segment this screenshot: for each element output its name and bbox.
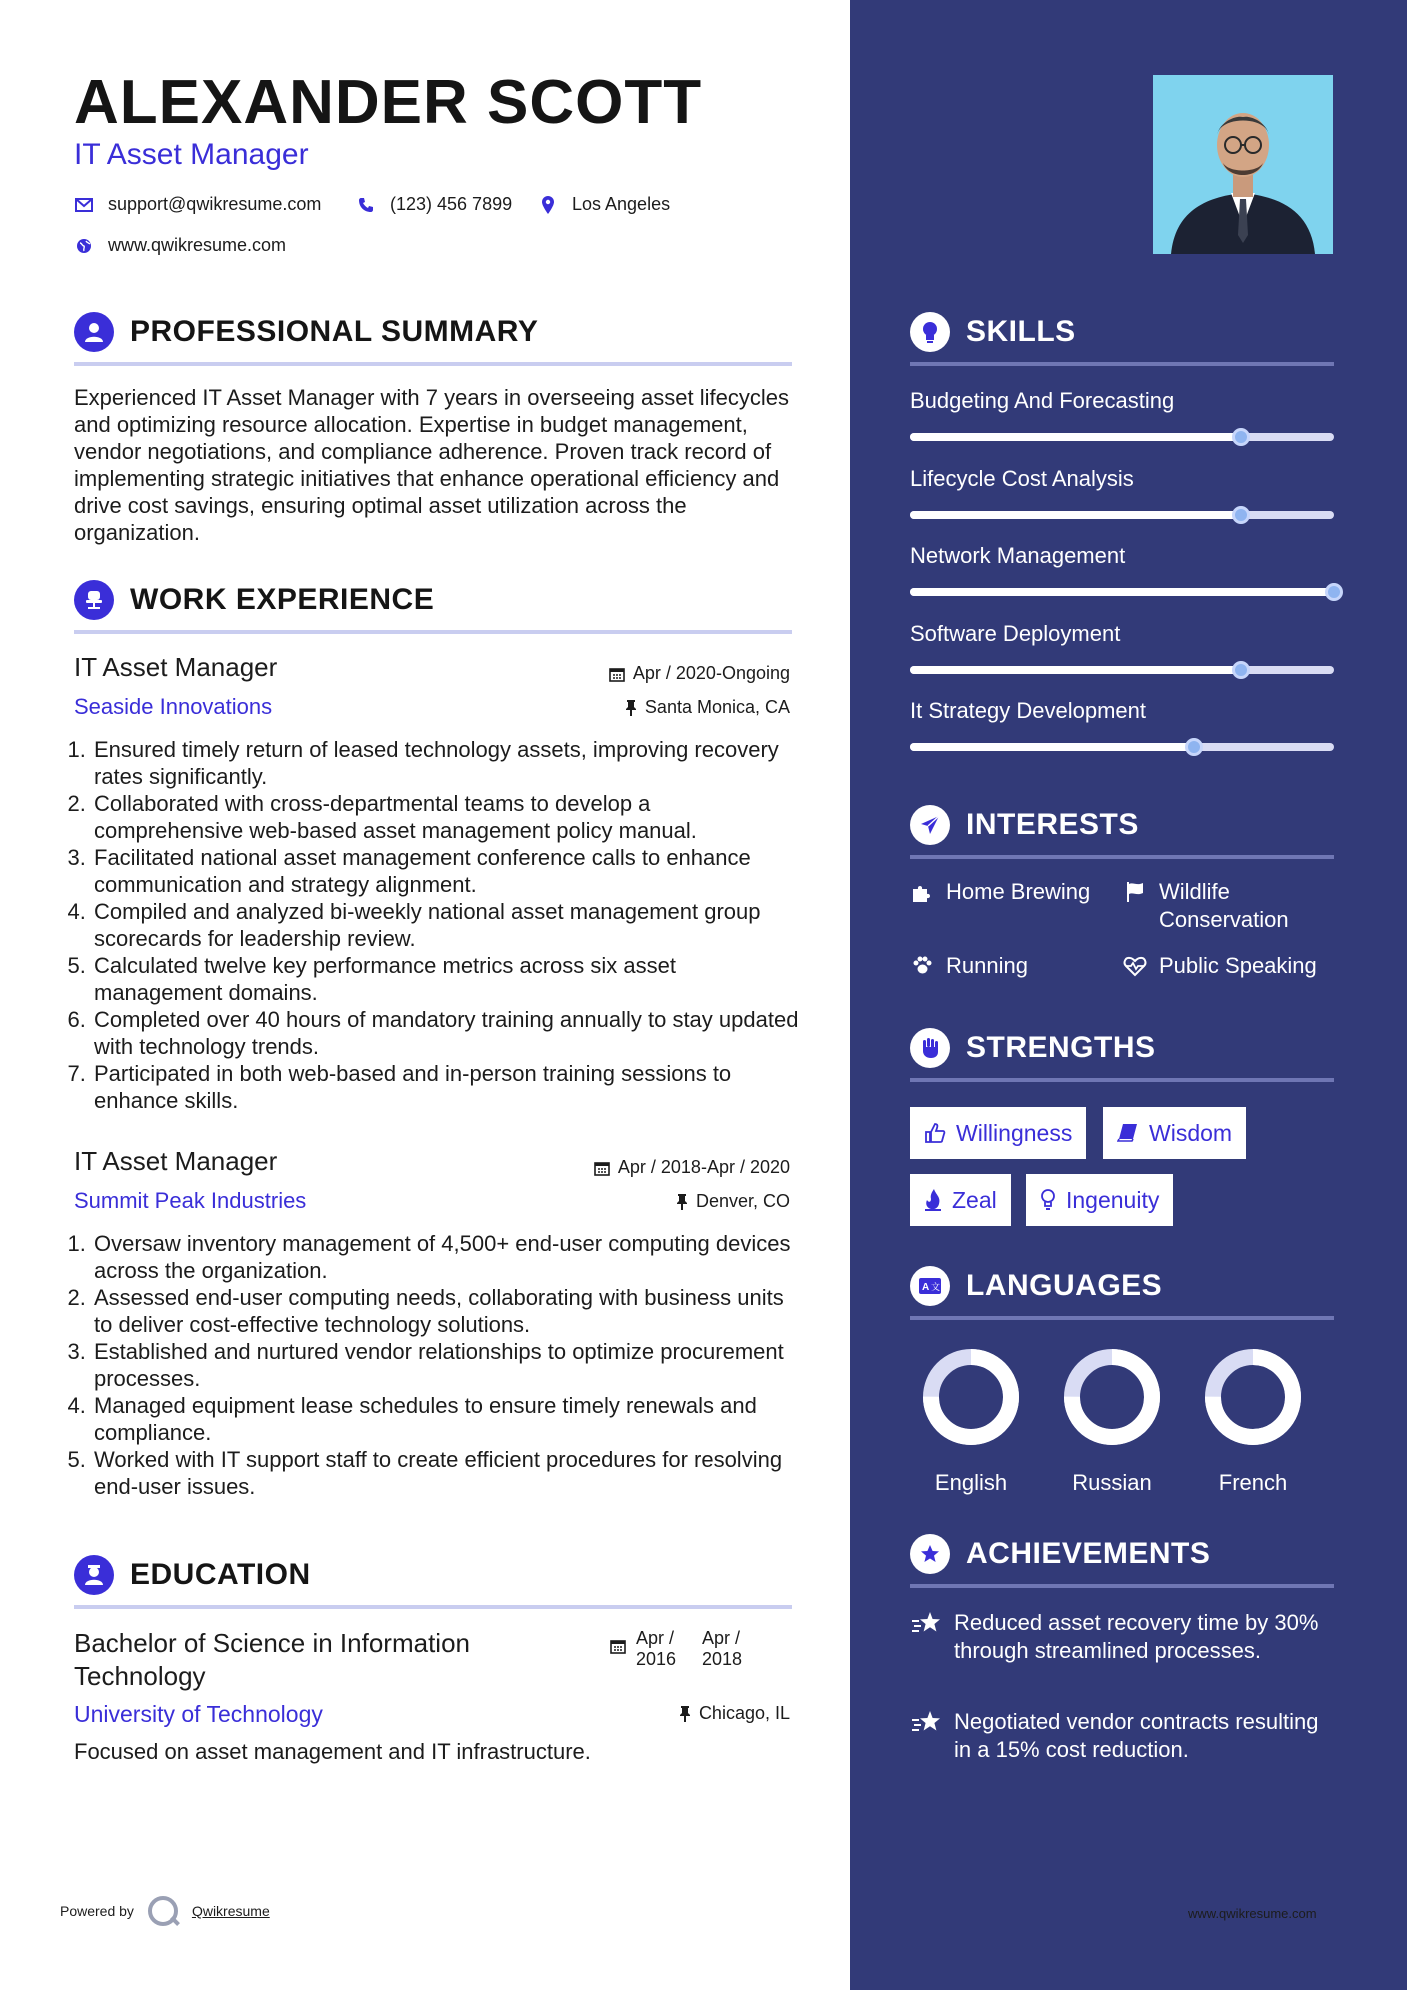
footer-powered-by xyxy=(60,1896,270,1926)
job-2-location xyxy=(676,1191,790,1212)
footer-website[interactable]: www.qwikresume.com xyxy=(1188,1906,1317,1921)
sidebar xyxy=(850,0,1407,1990)
skill-level-knob xyxy=(1232,506,1250,524)
job-2-dates-text: Apr / 2018-Apr / 2020 xyxy=(617,1157,790,1177)
interests-title: INTERESTS xyxy=(966,808,1139,841)
powered-by-text: Powered by xyxy=(60,1903,134,1919)
education-end xyxy=(702,1628,758,1670)
education-end-year: 2018 xyxy=(702,1649,743,1669)
candidate-name: ALEXANDER SCOTT xyxy=(74,68,703,137)
globe-icon xyxy=(74,236,94,256)
job-1-location-text: Santa Monica, CA xyxy=(644,697,790,717)
language-item xyxy=(1198,1342,1308,1495)
user-icon xyxy=(74,312,114,352)
website-text: www.qwikresume.com xyxy=(108,235,287,255)
achievements-title: ACHIEVEMENTS xyxy=(966,1537,1211,1570)
education-school: University of Technology xyxy=(74,1701,323,1727)
achievement-text: Negotiated vendor contracts resulting in a 15% cost reduction. xyxy=(954,1709,1319,1762)
interest-label: Public Speaking xyxy=(1159,953,1317,978)
education-dates xyxy=(610,1628,758,1670)
skill-level-knob xyxy=(1325,583,1343,601)
shooting-star-icon xyxy=(910,1710,942,1736)
skill-bar-fill xyxy=(910,666,1241,674)
skill-bar-fill xyxy=(910,433,1241,441)
strength-label: Wisdom xyxy=(1149,1119,1233,1146)
education-location xyxy=(679,1703,790,1724)
lightbulb-icon xyxy=(910,312,950,352)
education-heading xyxy=(74,1553,792,1609)
list-item: 1. Ensured timely return of leased technology assets, improving recovery rates significantly. xyxy=(92,736,800,790)
skill-label: Network Management xyxy=(910,543,1126,568)
list-item: 5. Worked with IT support staff to create efficient procedures for resolving end-user issues. xyxy=(92,1446,800,1500)
interest-label: Home Brewing xyxy=(946,879,1091,904)
location-text: Los Angeles xyxy=(572,194,671,214)
contact-email[interactable] xyxy=(74,194,321,215)
education-start-year: 2016 xyxy=(636,1649,677,1669)
strength-label: Zeal xyxy=(952,1186,997,1213)
skill-bar xyxy=(910,666,1334,674)
strength-label: Ingenuity xyxy=(1066,1186,1160,1213)
job-2-location-text: Denver, CO xyxy=(695,1191,790,1211)
skill-bar xyxy=(910,588,1334,596)
achievement-item xyxy=(910,1708,1330,1764)
skill-bar xyxy=(910,433,1334,441)
interest-running xyxy=(910,952,1028,980)
skill-bar xyxy=(910,511,1334,519)
education-location-text: Chicago, IL xyxy=(698,1703,790,1723)
office-chair-icon xyxy=(74,580,114,620)
contact-phone[interactable] xyxy=(356,194,512,215)
achievements-heading xyxy=(910,1532,1334,1588)
shooting-star-icon xyxy=(910,1611,942,1637)
skill-label: Software Deployment xyxy=(910,621,1121,646)
list-item: 5. Calculated twelve key performance metrics across six asset management domains. xyxy=(92,952,800,1006)
strength-ingenuity xyxy=(1026,1174,1173,1226)
education-start-month: Apr / xyxy=(636,1628,675,1648)
contact-website[interactable] xyxy=(74,235,286,256)
strengths-heading xyxy=(910,1026,1334,1082)
language-item xyxy=(916,1342,1026,1495)
skill-label: Budgeting And Forecasting xyxy=(910,388,1175,413)
strength-wisdom xyxy=(1103,1107,1246,1159)
brand-link[interactable]: Qwikresume xyxy=(191,1903,270,1919)
list-item: 3. Facilitated national asset management conference calls to enhance communication and strategy alignment. xyxy=(92,844,800,898)
job-2-title: IT Asset Manager xyxy=(74,1146,278,1176)
language-label: Russian xyxy=(1072,1470,1152,1495)
summary-heading xyxy=(74,310,792,366)
strength-label: Willingness xyxy=(956,1119,1073,1146)
list-item: 2. Collaborated with cross-departmental teams to develop a comprehensive web-based asset management policy manual. xyxy=(92,790,800,844)
pushpin-icon xyxy=(676,1194,688,1210)
pushpin-icon xyxy=(625,700,637,716)
language-label: English xyxy=(934,1470,1008,1495)
job-1-company: Seaside Innovations xyxy=(74,694,273,719)
paw-icon xyxy=(910,954,934,978)
flame-icon xyxy=(924,1189,942,1211)
education-title: EDUCATION xyxy=(130,1558,311,1591)
languages-heading xyxy=(910,1264,1334,1320)
summary-title: PROFESSIONAL SUMMARY xyxy=(130,315,539,348)
skill-level-knob xyxy=(1185,738,1203,756)
interests-heading xyxy=(910,803,1334,859)
achievement-text: Reduced asset recovery time by 30% through streamlined processes. xyxy=(954,1610,1319,1663)
star-badge-icon xyxy=(910,1534,950,1574)
flag-icon xyxy=(1123,880,1147,904)
paper-plane-icon xyxy=(910,805,950,845)
interest-label: Wildlife Conservation xyxy=(1159,879,1289,932)
interest-home-brewing xyxy=(910,878,1090,906)
list-item: 7. Participated in both web-based and in-person training sessions to enhance skills. xyxy=(92,1060,800,1114)
language-donut xyxy=(916,1342,1026,1452)
skill-label: It Strategy Development xyxy=(910,698,1147,723)
svg-text:文: 文 xyxy=(931,1282,941,1292)
skill-bar xyxy=(910,743,1334,751)
skills-heading xyxy=(910,310,1334,366)
list-item: 4. Compiled and analyzed bi-weekly national asset management group scorecards for leadership review. xyxy=(92,898,800,952)
list-item: 6. Completed over 40 hours of mandatory training annually to stay updated with technology trends. xyxy=(92,1006,800,1060)
candidate-role: IT Asset Manager xyxy=(74,138,309,171)
experience-heading xyxy=(74,578,792,634)
education-end-month: Apr / xyxy=(702,1628,741,1648)
skill-level-knob xyxy=(1232,661,1250,679)
envelope-icon xyxy=(74,195,94,215)
graduation-icon xyxy=(74,1555,114,1595)
language-donut xyxy=(1198,1342,1308,1452)
achievement-item xyxy=(910,1609,1330,1665)
interest-wildlife-conservation xyxy=(1123,878,1323,934)
job-2-duties xyxy=(70,1230,800,1500)
education-description: Focused on asset management and IT infrastructure. xyxy=(74,1739,591,1764)
calendar-icon xyxy=(609,666,625,682)
job-2-dates xyxy=(594,1157,790,1178)
job-1-location xyxy=(625,697,790,718)
language-item xyxy=(1057,1342,1167,1495)
profile-photo xyxy=(1153,75,1333,254)
pushpin-icon xyxy=(679,1706,691,1722)
list-item: 1. Oversaw inventory management of 4,500+ end-user computing devices across the organization. xyxy=(92,1230,800,1284)
map-pin-icon xyxy=(538,195,558,215)
calendar-icon xyxy=(610,1638,626,1654)
job-1-dates-text: Apr / 2020-Ongoing xyxy=(632,663,790,683)
calendar-icon xyxy=(594,1160,610,1176)
strengths-title: STRENGTHS xyxy=(966,1031,1156,1064)
skill-bar-fill xyxy=(910,511,1241,519)
job-1-title: IT Asset Manager xyxy=(74,652,278,682)
list-item: 2. Assessed end-user computing needs, collaborating with business units to deliver cost-effective technology solutions. xyxy=(92,1284,800,1338)
language-label: French xyxy=(1218,1470,1288,1495)
education-start xyxy=(636,1628,692,1670)
qwikresume-logo-icon xyxy=(148,1896,178,1926)
education-degree: Bachelor of Science in Information Technology xyxy=(74,1628,470,1691)
email-text: support@qwikresume.com xyxy=(108,194,322,214)
phone-icon xyxy=(356,195,376,215)
puzzle-icon xyxy=(910,880,934,904)
skill-bar-fill xyxy=(910,743,1194,751)
experience-title: WORK EXPERIENCE xyxy=(130,583,435,616)
languages-title: LANGUAGES xyxy=(966,1269,1163,1302)
contact-location xyxy=(538,194,670,215)
skill-label: Lifecycle Cost Analysis xyxy=(910,466,1134,491)
language-donut xyxy=(1057,1342,1167,1452)
book-icon xyxy=(1117,1123,1139,1143)
list-item: 3. Established and nurtured vendor relationships to optimize procurement processes. xyxy=(92,1338,800,1392)
job-1-dates xyxy=(609,663,790,684)
skill-bar-fill xyxy=(910,588,1334,596)
lightbulb-icon xyxy=(1040,1189,1056,1211)
interest-public-speaking xyxy=(1123,952,1317,980)
job-1-duties xyxy=(70,736,800,1114)
fist-icon xyxy=(910,1028,950,1068)
phone-text: (123) 456 7899 xyxy=(390,194,513,214)
translate-icon xyxy=(910,1266,950,1306)
summary-text: Experienced IT Asset Manager with 7 years in overseeing asset lifecycles and optimizing resource allocation. Expertise in budget management, vendor negotiations, and compliance adherence. Proven track record of implementing strategic initiatives that enhance operational efficiency and drive cost savings, ensuring optimal asset utilization across the organization. xyxy=(74,385,789,545)
svg-text:A: A xyxy=(922,1282,930,1293)
skills-title: SKILLS xyxy=(966,315,1076,348)
strength-zeal xyxy=(910,1174,1011,1226)
skill-level-knob xyxy=(1232,428,1250,446)
thumbs-up-icon xyxy=(924,1122,946,1144)
heartbeat-icon xyxy=(1123,954,1147,978)
strength-willingness xyxy=(910,1107,1086,1159)
interest-label: Running xyxy=(946,953,1028,978)
list-item: 4. Managed equipment lease schedules to ensure timely renewals and compliance. xyxy=(92,1392,800,1446)
job-2-company: Summit Peak Industries xyxy=(74,1188,307,1213)
